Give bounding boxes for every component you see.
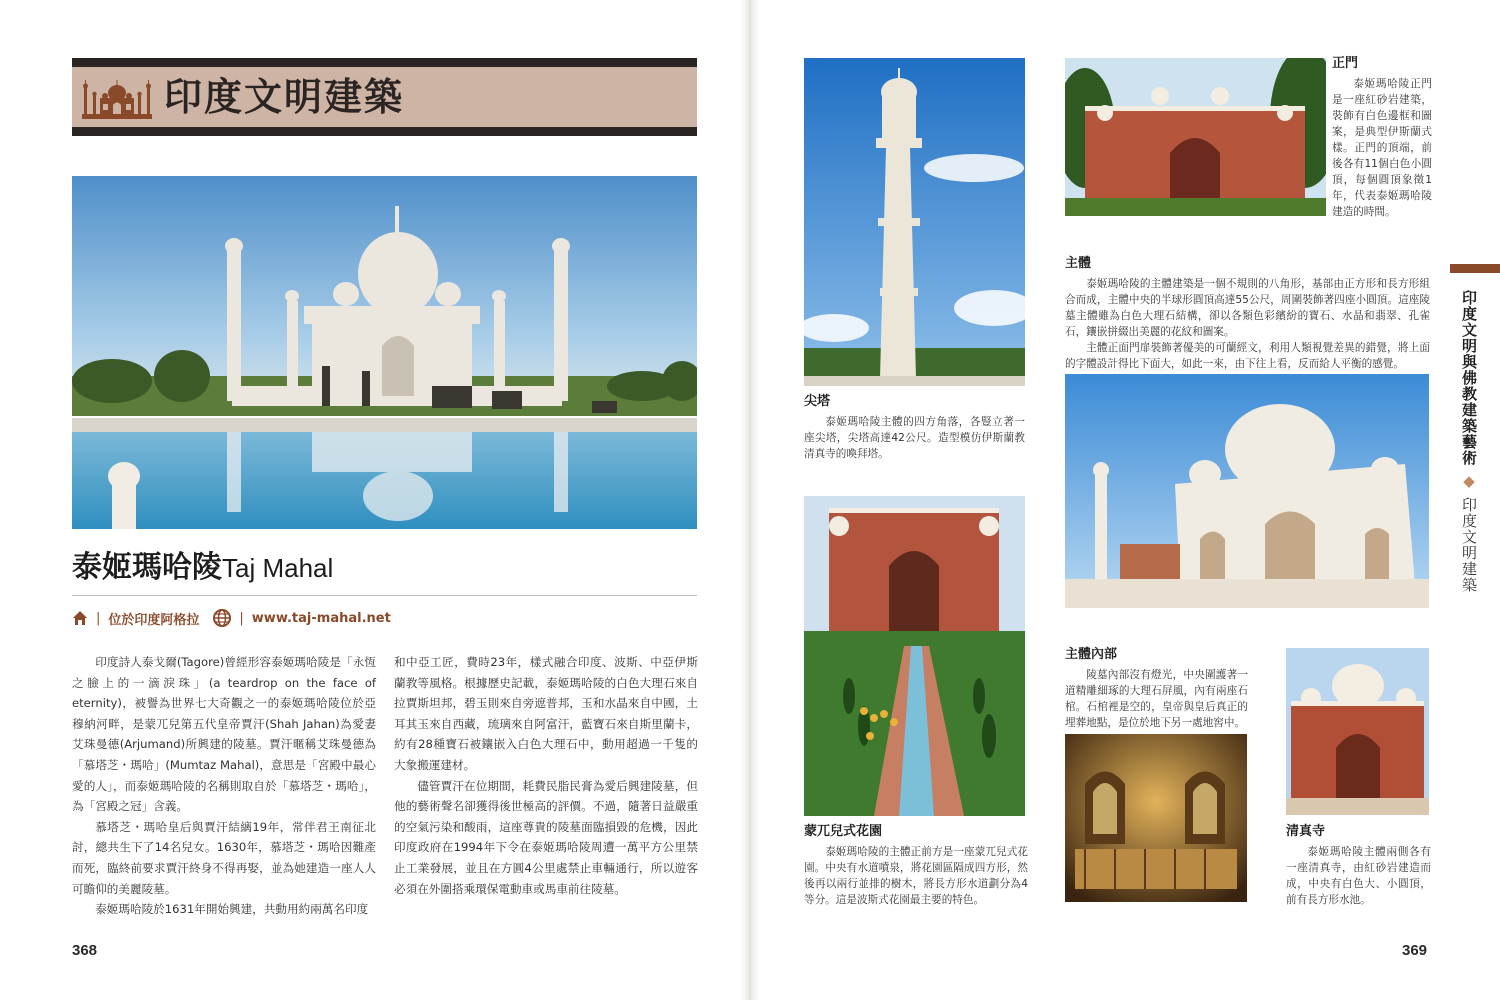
taj-mahal-main-photo [72,176,697,529]
website-link[interactable]: www.taj-mahal.net [251,610,391,626]
article-title-en: Taj Mahal [222,553,334,583]
caption-gate [1332,54,1432,220]
book-gutter [740,0,760,1000]
info-separator: | [239,610,244,626]
location-text: 位於印度阿格拉 [108,612,200,628]
caption-title: 主體內部 [1065,647,1118,662]
diamond-icon: ◆ [1460,471,1478,491]
body-paragraph: 和中亞工匠，費時23年，樣式融合印度、波斯、中亞伊斯蘭教等風格。根據歷史記載，泰姬瑪哈陵的白色大理石來自拉賈斯坦邦，碧玉則來自旁遮普邦，玉和水晶來自中國，土耳其玉來自西藏，琉璃來自阿富汗，藍寶石來自斯里蘭卡，約有28種寶石被鑲嵌入白色大理石中，動用超過一千隻的大象搬運建材。 [394,655,698,772]
interior-photo [1065,734,1247,902]
caption-interior [1065,645,1248,731]
body-paragraph: 慕塔芝・瑪哈皇后與賈汗結縭19年，常伴君王南征北討，總共生下了14名兒女。1630年，慕塔芝・瑪哈因難產而死，臨終前要求賈汗終身不得再娶，並為她建造一座人人可瞻仰的美麗陵墓。 [72,819,376,896]
caption-body: 泰姬瑪哈陵的主體建築是一個不規則的八角形，基部由正方形和長方形組合而成，主體中央的半球形圓頂高達55公尺，周圍裝飾著四座小圓頂。這座陵墓主體雖為白色大理石結構，卻以各類色彩繽紛的寶石、水晶和翡翠、孔雀石，鑲嵌拼綴出美麗的花紋和圖案。 [1065,278,1430,338]
caption-body: 泰姬瑪哈陵正門是一座紅砂岩建築，裝飾有白色邊框和圖案，是典型伊斯蘭式樣。正門的頂端，前後各有11個白色小圓頂，每個圓頂象徵1年，代表泰姬瑪哈陵建造的時間。 [1332,78,1432,218]
body-paragraph: 儘管賈汗在位期間，耗費民脂民膏為愛后興建陵墓，但他的藝術聲名卻獲得後世極高的評價。不過，隨著日益嚴重的空氣污染和酸雨，這座尊貴的陵墓面臨損毀的危機，因此印度政府在1994年下令在泰姬瑪哈陵周遭一萬平方公里禁止工業發展，並且在方圓4公里處禁止車輛通行，所以遊客必須在外圍搭乘環保電動車或馬車前往陵墓。 [394,778,698,896]
caption-body: 泰姬瑪哈陵主體的四方角落，各豎立著一座尖塔，尖塔高達42公尺。造型模仿伊斯蘭教清真寺的喚拜塔。 [804,416,1025,460]
main-body-photo [1065,374,1429,608]
caption-title: 主體 [1065,256,1092,271]
article-title [72,546,333,590]
page-number-right: 369 [1402,942,1428,959]
page-number-left: 368 [72,942,98,959]
banner-bottom-bar [72,127,697,136]
caption-body: 陵墓內部沒有燈光，中央圍護著一道精雕細琢的大理石屏風，內有兩座石棺。石棺裡是空的，皇帝與皇后真正的埋葬地點，是位於地下另一處地窖中。 [1065,669,1248,729]
chapter-title: 印度文明與佛教建築藝術 [1460,290,1478,466]
article-body-column-2 [394,652,698,899]
caption-body: 主體正面門扉裝飾著優美的可蘭經文，利用人類視覺差異的錯覺，將上面的字體設計得比下面大，如此一來，由下往上看，反而給人平衡的感覺。 [1065,342,1430,370]
caption-body: 泰姬瑪哈陵的主體正前方是一座蒙兀兒式花園。中央有水道噴泉，將花園區隔成四方形，然後再以兩行並排的樹木，將長方形水道劃分為4等分。這是波斯式花園最主要的特色。 [804,846,1028,906]
mosque-photo [1286,648,1429,815]
caption-title: 尖塔 [804,394,831,409]
body-paragraph: 印度詩人泰戈爾(Tagore)曾經形容泰姬瑪哈陵是「永恆之臉上的一滴淚珠」(a teardrop on the face of eternity)，被譽為世界七大奇觀之一的泰姬瑪哈陵位於亞穆納河畔，是蒙兀兒第五代皇帝賈汗(Shah Jahan)為愛妻艾珠曼德(Arjumand)所興建的陵墓。賈汗暱稱艾珠曼德為「慕塔芝・瑪哈」(Mumtaz Mahal)，意思是「宮殿中最心愛的人」，而泰姬瑪哈陵的名稱則取自於「慕塔芝・瑪哈」，為「宮殿之冠」含義。 [72,655,376,814]
main-gate-photo [1065,58,1326,216]
caption-title: 正門 [1332,56,1359,71]
banner-top-bar [72,58,697,67]
caption-minaret [804,392,1025,462]
body-paragraph: 泰姬瑪哈陵於1631年開始興建，共動用約兩萬名印度 [95,902,369,917]
article-body-column-1 [72,652,376,920]
globe-icon [213,609,231,627]
caption-title: 蒙兀兒式花園 [804,824,883,839]
info-separator: | [96,610,101,626]
section-banner [72,58,697,136]
mughal-garden-photo [804,496,1025,816]
minaret-photo [804,58,1025,386]
chapter-tab-text [1460,290,1478,593]
section-subtitle: 印度文明建築 [1460,496,1478,593]
caption-garden [804,822,1028,908]
home-icon [72,610,88,626]
caption-body: 泰姬瑪哈陵主體兩側各有一座清真寺，由紅砂岩建造而成，中央有白色大、小圓頂，前有長方形水池。 [1286,846,1431,906]
info-bar [72,606,391,630]
article-title-zh: 泰姬瑪哈陵 [72,550,222,585]
title-divider [72,595,697,596]
caption-main-body [1065,254,1430,372]
section-title: 印度文明建築 [164,75,405,119]
taj-mahal-logo-icon [78,74,156,120]
caption-title: 清真寺 [1286,824,1326,839]
chapter-tab-bar [1450,264,1500,273]
caption-mosque [1286,822,1431,908]
